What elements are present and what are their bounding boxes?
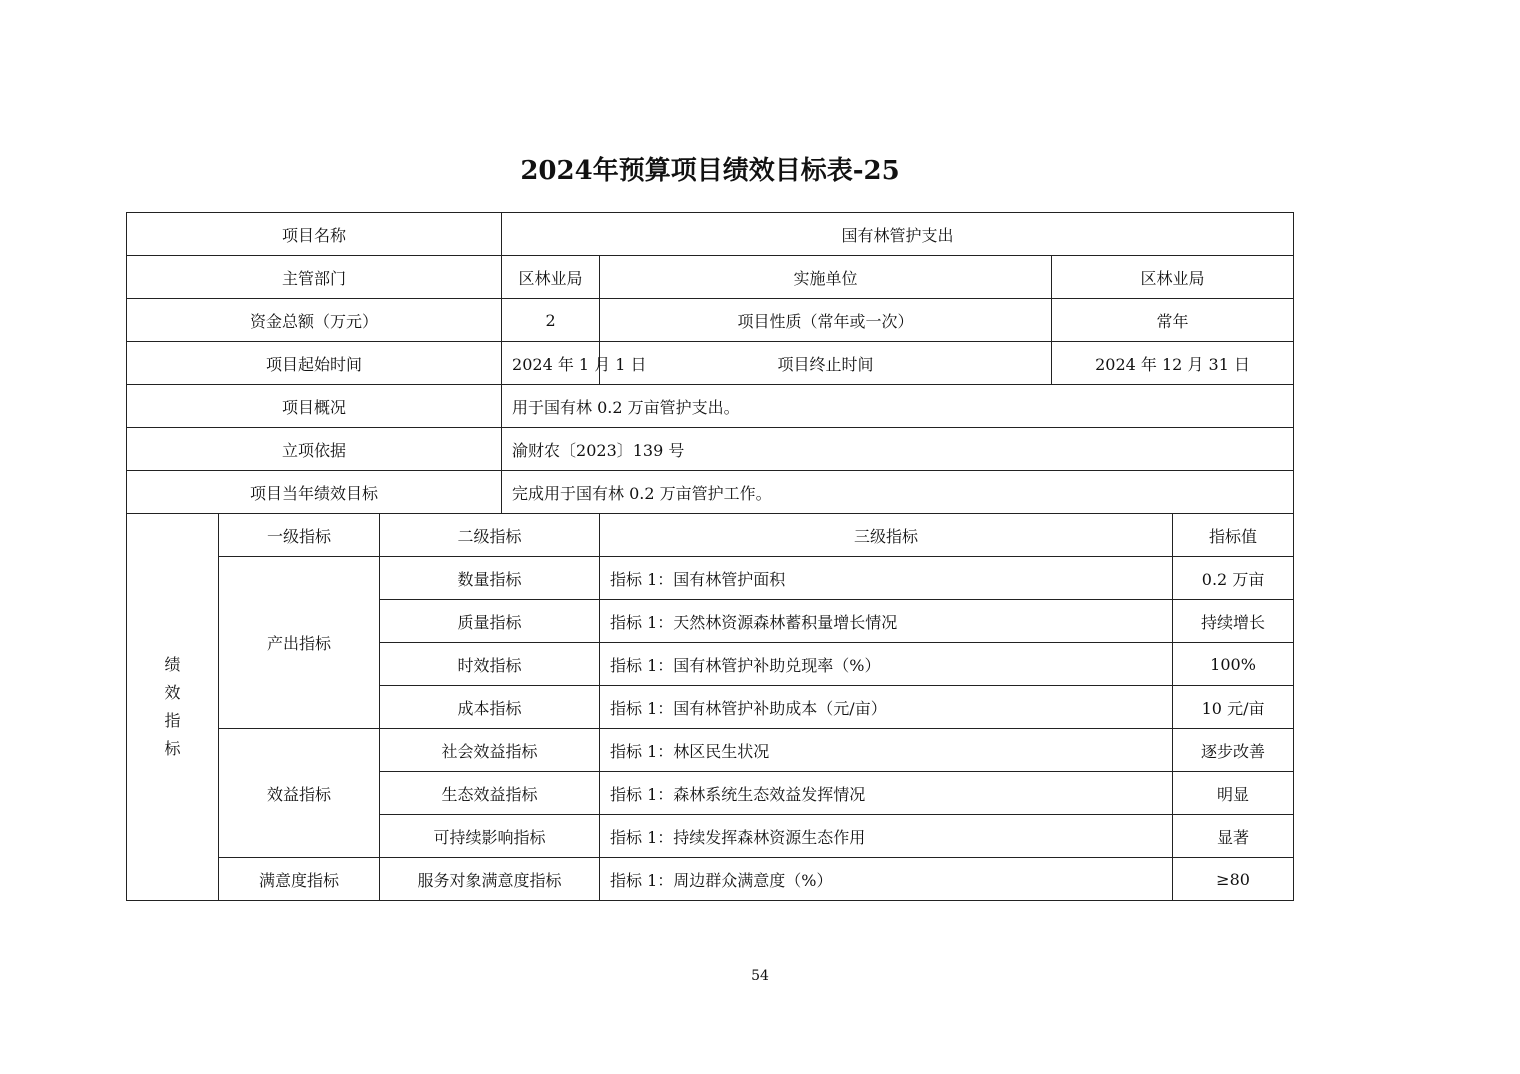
level2-cell: 生态效益指标 bbox=[380, 772, 600, 815]
level3-cell: 指标 1：国有林管护补助兑现率（%） bbox=[600, 643, 1173, 686]
level3-cell: 指标 1：国有林管护面积 bbox=[600, 557, 1173, 600]
start-label: 项目起始时间 bbox=[127, 342, 502, 385]
table-row bbox=[127, 471, 1294, 514]
value-cell: 逐步改善 bbox=[1173, 729, 1294, 772]
level2-cell: 社会效益指标 bbox=[380, 729, 600, 772]
level1-satisfaction: 满意度指标 bbox=[219, 858, 380, 901]
funds-label: 资金总额（万元） bbox=[127, 299, 502, 342]
level2-cell: 可持续影响指标 bbox=[380, 815, 600, 858]
start-value: 2024 年 1 月 1 日 bbox=[502, 342, 600, 385]
table-row bbox=[127, 858, 1294, 901]
performance-table bbox=[126, 212, 1294, 901]
header-level1: 一级指标 bbox=[219, 514, 380, 557]
table-row bbox=[127, 385, 1294, 428]
basis-label: 立项依据 bbox=[127, 428, 502, 471]
value-cell: 0.2 万亩 bbox=[1173, 557, 1294, 600]
dept-label: 主管部门 bbox=[127, 256, 502, 299]
impl-value: 区林业局 bbox=[1052, 256, 1294, 299]
table-row bbox=[127, 514, 1294, 557]
basis-value: 渝财农〔2023〕139 号 bbox=[502, 428, 1294, 471]
group-label-char: 效 bbox=[164, 683, 181, 702]
goal-value: 完成用于国有林 0.2 万亩管护工作。 bbox=[502, 471, 1294, 514]
value-cell: 100% bbox=[1173, 643, 1294, 686]
level3-cell: 指标 1：持续发挥森林资源生态作用 bbox=[600, 815, 1173, 858]
value-cell: 明显 bbox=[1173, 772, 1294, 815]
value-cell: 持续增长 bbox=[1173, 600, 1294, 643]
table-row bbox=[127, 428, 1294, 471]
level3-cell: 指标 1：天然林资源森林蓄积量增长情况 bbox=[600, 600, 1173, 643]
level2-cell: 数量指标 bbox=[380, 557, 600, 600]
end-value: 2024 年 12 月 31 日 bbox=[1052, 342, 1294, 385]
header-value: 指标值 bbox=[1173, 514, 1294, 557]
funds-value: 2 bbox=[502, 299, 600, 342]
table-row bbox=[127, 729, 1294, 772]
value-cell: 10 元/亩 bbox=[1173, 686, 1294, 729]
level1-benefit: 效益指标 bbox=[219, 729, 380, 858]
overview-value: 用于国有林 0.2 万亩管护支出。 bbox=[502, 385, 1294, 428]
nature-value: 常年 bbox=[1052, 299, 1294, 342]
level3-cell: 指标 1：国有林管护补助成本（元/亩） bbox=[600, 686, 1173, 729]
level3-cell: 指标 1：林区民生状况 bbox=[600, 729, 1173, 772]
value-cell: ≥80 bbox=[1173, 858, 1294, 901]
page-title: 2024年预算项目绩效目标表-25 bbox=[520, 156, 900, 186]
impl-label: 实施单位 bbox=[600, 256, 1052, 299]
table-row bbox=[127, 342, 1294, 385]
value-cell: 显著 bbox=[1173, 815, 1294, 858]
level2-cell: 时效指标 bbox=[380, 643, 600, 686]
table-row bbox=[127, 299, 1294, 342]
group-label-char: 绩 bbox=[164, 655, 181, 674]
level2-cell: 服务对象满意度指标 bbox=[380, 858, 600, 901]
level2-cell: 质量指标 bbox=[380, 600, 600, 643]
project-name-label: 项目名称 bbox=[127, 213, 502, 256]
project-name-value: 国有林管护支出 bbox=[502, 213, 1294, 256]
group-label-char: 指 bbox=[164, 711, 181, 730]
level3-cell: 指标 1：森林系统生态效益发挥情况 bbox=[600, 772, 1173, 815]
table-row bbox=[127, 256, 1294, 299]
overview-label: 项目概况 bbox=[127, 385, 502, 428]
performance-indicator-group-label bbox=[127, 514, 219, 901]
nature-label: 项目性质（常年或一次） bbox=[600, 299, 1052, 342]
group-label-char: 标 bbox=[164, 739, 181, 758]
header-level2: 二级指标 bbox=[380, 514, 600, 557]
end-label: 项目终止时间 bbox=[600, 342, 1052, 385]
table-row bbox=[127, 557, 1294, 600]
table-row bbox=[127, 213, 1294, 256]
dept-value: 区林业局 bbox=[502, 256, 600, 299]
level3-cell: 指标 1：周边群众满意度（%） bbox=[600, 858, 1173, 901]
goal-label: 项目当年绩效目标 bbox=[127, 471, 502, 514]
header-level3: 三级指标 bbox=[600, 514, 1173, 557]
page-number: 54 bbox=[751, 968, 769, 984]
level1-output: 产出指标 bbox=[219, 557, 380, 729]
level2-cell: 成本指标 bbox=[380, 686, 600, 729]
